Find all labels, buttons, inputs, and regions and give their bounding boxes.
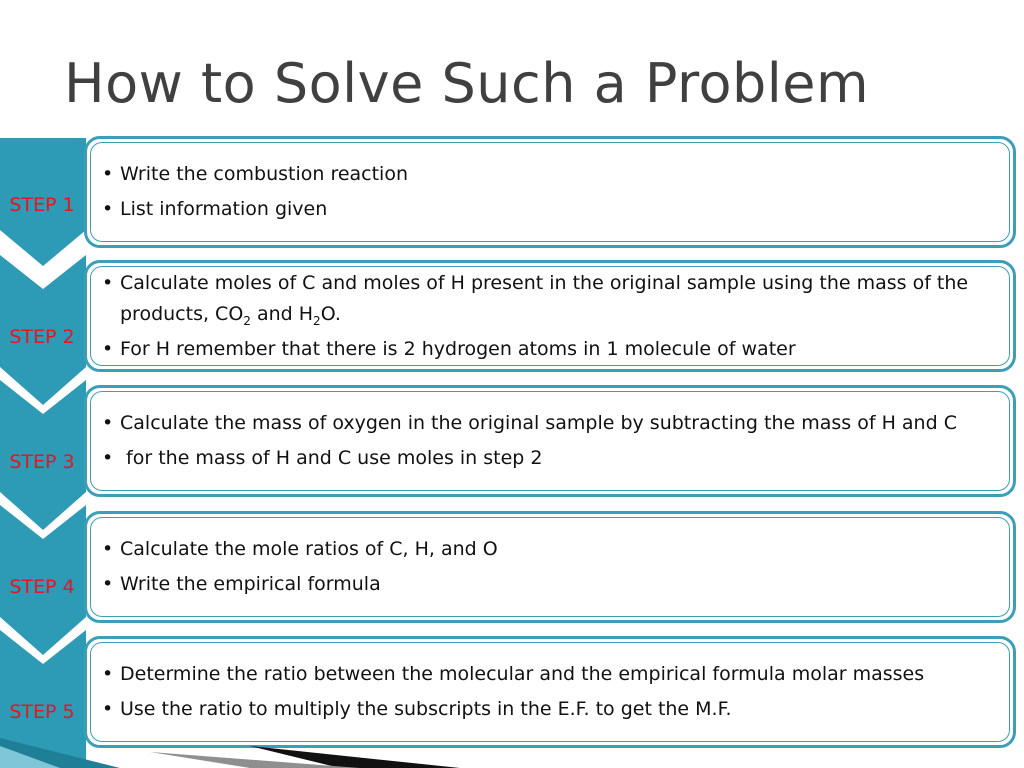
bullet-dot: •: [102, 271, 114, 294]
step-2-bullet-2: [102, 334, 1003, 365]
step-1-label: STEP 1: [9, 194, 75, 216]
step-2-bullet-1: [102, 268, 1003, 330]
text-run: and H: [250, 302, 314, 325]
step-4-bullets: [102, 514, 1003, 620]
step-1-bullet-2: [102, 194, 1003, 225]
step-1-bullet-1: [102, 159, 1003, 190]
bullet-dot: •: [102, 573, 114, 595]
bullet-text: Write the empirical formula: [120, 573, 381, 595]
step-2-label: STEP 2: [9, 326, 75, 348]
bullet-text: Calculate the mole ratios of C, H, and O: [120, 538, 498, 560]
bullet-text: Use the ratio to multiply the subscripts in the E.F. to get the M.F.: [120, 698, 732, 720]
step-2-bullets: [102, 263, 1003, 369]
bullet-text: For H remember that there is 2 hydrogen atoms in 1 molecule of water: [120, 337, 796, 360]
bullet-dot: •: [102, 538, 114, 560]
bullet-dot: •: [102, 698, 114, 720]
slide-title: How to Solve Such a Problem: [64, 52, 870, 115]
text-run: O.: [320, 302, 341, 325]
step-4-bullet-2: [102, 569, 1003, 600]
subscript: 2: [243, 313, 251, 328]
subscript: 2: [313, 313, 321, 328]
decorative-bottom-swoosh: [0, 728, 460, 768]
bullet-text: Determine the ratio between the molecular and the empirical formula molar masses: [120, 663, 925, 685]
bullet-text: Write the combustion reaction: [120, 163, 409, 185]
step-3-label: STEP 3: [9, 451, 75, 473]
step-3-bullet-2: [102, 443, 1003, 474]
bullet-dot: •: [102, 198, 114, 220]
bullet-dot: •: [102, 412, 114, 434]
step-5-bullet-1: [102, 659, 1003, 690]
step-1-bullets: [102, 139, 1003, 245]
step-3-bullet-1: [102, 408, 1003, 439]
bullet-dot: •: [102, 447, 114, 469]
step-4-bullet-1: [102, 534, 1003, 565]
step-2-box: [84, 260, 1016, 372]
step-3-box: [84, 385, 1016, 497]
step-1-box: [84, 136, 1016, 248]
bullet-text: [120, 268, 1003, 330]
bullet-text: for the mass of H and C use moles in step 2: [120, 447, 543, 469]
step-5-bullet-2: [102, 694, 1003, 725]
bullet-text: List information given: [120, 198, 328, 220]
step-4-label: STEP 4: [9, 576, 75, 598]
bullet-text: Calculate the mass of oxygen in the original sample by subtracting the mass of H and C: [120, 412, 957, 434]
bullet-dot: •: [102, 663, 114, 685]
bullet-dot: •: [102, 163, 114, 185]
step-5-label: STEP 5: [9, 701, 75, 723]
step-3-bullets: [102, 388, 1003, 494]
step-4-box: [84, 511, 1016, 623]
bullet-dot: •: [102, 337, 114, 360]
text-run: Calculate moles of C and moles of H present in the original sample using the mass of the products, CO: [120, 271, 969, 325]
